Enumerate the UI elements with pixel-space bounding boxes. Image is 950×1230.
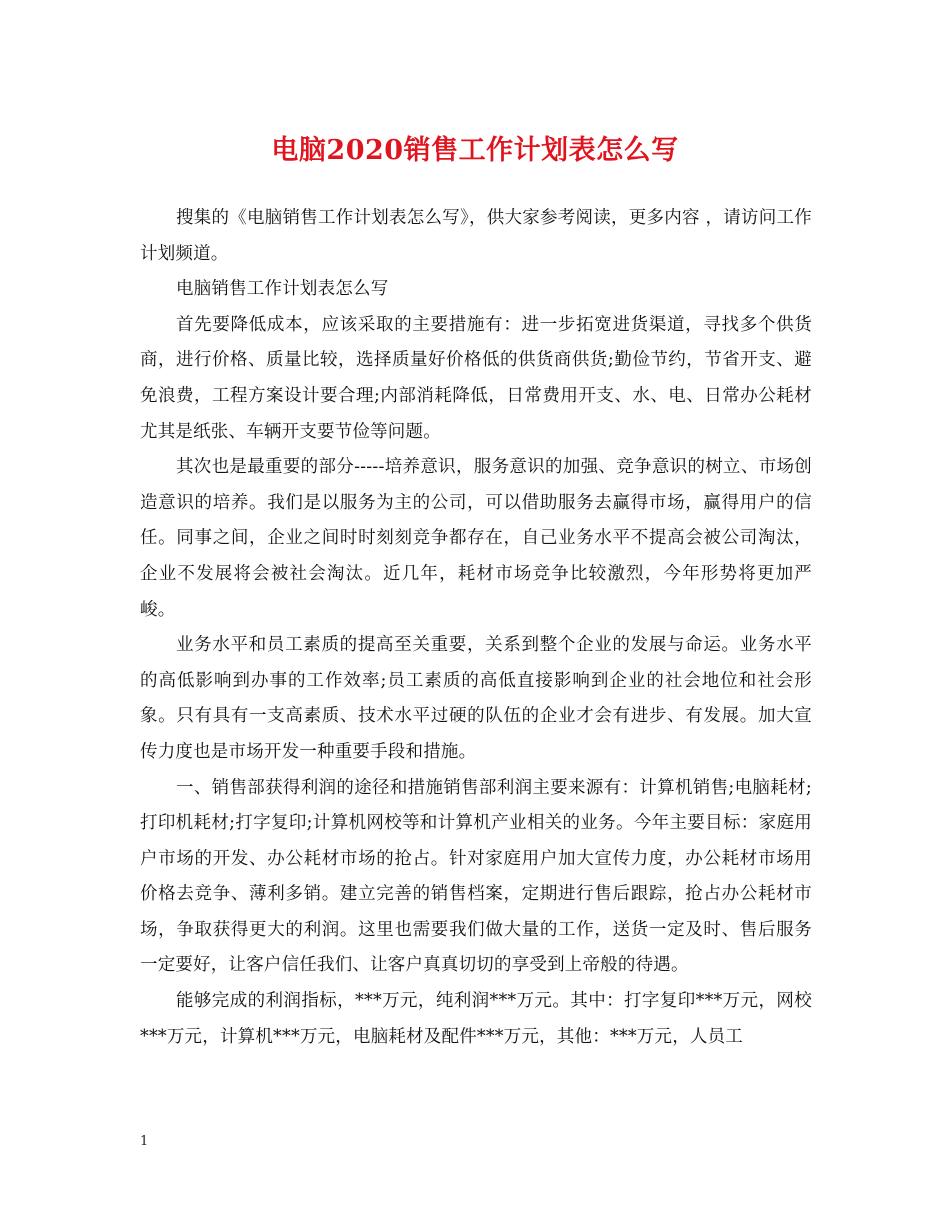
paragraph-cost-reduction: 首先要降低成本，应该采取的主要措施有：进一步拓宽进货渠道，寻找多个供货商，进行价格、质量比较，选择质量好价格低的供货商供货;勤俭节约，节省开支、避免浪费，工程方案设计要合理;内部消耗降低，日常费用开支、水、电、日常办公耗材尤其是纸张、车辆开支要节俭等问题。 [140, 314, 812, 442]
paragraph-awareness: 其次也是最重要的部分-----培养意识，服务意识的加强、竞争意识的树立、市场创造意识的培养。我们是以服务为主的公司，可以借助服务去赢得市场，赢得用户的信任。同事之间，企业之间时时刻刻竞争都存在，自己业务水平不提高会被公司淘汰，企业不发展将会被社会淘汰。近几年，耗材市场竞争比较激烈，今年形势将更加严峻。 [140, 457, 812, 620]
paragraph-intro: 搜集的《电脑销售工作计划表怎么写》，供大家参考阅读，更多内容 ，请访问工作计划频道。 [140, 208, 812, 264]
page-number: 1 [140, 1134, 149, 1149]
paragraph-profit-targets: 能够完成的利润指标，***万元，纯利润***万元。其中：打字复印***万元，网校***万元，计算机***万元，电脑耗材及配件***万元，其他：***万元，人员工 [140, 991, 812, 1047]
document-title: 电脑2020销售工作计划表怎么写 [271, 135, 679, 166]
paragraph-profit-sources: 一、销售部获得利润的途径和措施销售部利润主要来源有：计算机销售;电脑耗材;打印机耗材;打字复印;计算机网校等和计算机产业相关的业务。今年主要目标：家庭用户市场的开发、办公耗材市场的抢占。针对家庭用户加大宣传力度，办公耗材市场用价格去竞争、薄利多销。建立完善的销售档案，定期进行售后跟踪，抢占办公耗材市场，争取获得更大的利润。这里也需要我们做大量的工作，送货一定及时、售后服务一定要好，让客户信任我们、让客户真真切切的享受到上帝般的待遇。 [140, 777, 812, 976]
document-body [140, 201, 812, 1055]
paragraph-staff-quality: 业务水平和员工素质的提高至关重要，关系到整个企业的发展与命运。业务水平的高低影响到办事的工作效率;员工素质的高低直接影响到企业的社会地位和社会形象。只有具有一支高素质、技术水平过硬的队伍的企业才会有进步、有发展。加大宣传力度也是市场开发一种重要手段和措施。 [140, 635, 812, 762]
paragraph-subtitle: 电脑销售工作计划表怎么写 [176, 279, 389, 300]
